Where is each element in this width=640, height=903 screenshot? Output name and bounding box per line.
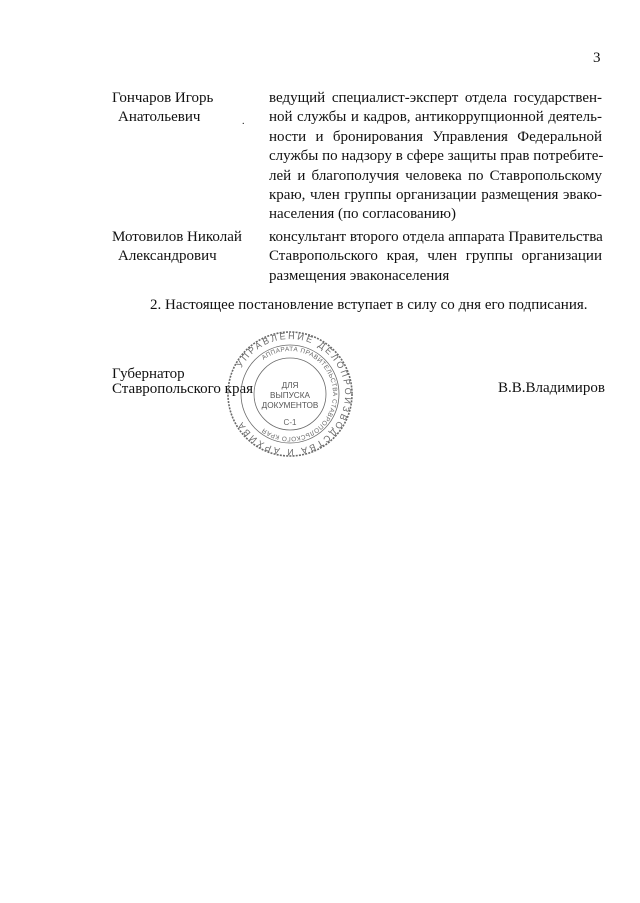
member-name-line2: Александрович — [118, 248, 217, 264]
signature-title-line1: Губернатор — [112, 366, 185, 382]
member-role — [269, 89, 602, 225]
role-line: населения (по согласованию) — [269, 206, 456, 223]
stamp-center-line2: ВЫПУСКА — [270, 391, 310, 400]
role-line: консультант второго отдела аппарата Правительства — [269, 229, 603, 245]
member-name — [112, 89, 262, 127]
role-line: краю, член группы организации размещения эвако- — [269, 187, 602, 204]
member-name — [112, 228, 262, 266]
role-line: ной службы и кадров, антикоррупционной деятель- — [269, 109, 602, 126]
stamp-center-line3: ДОКУМЕНТОВ — [261, 401, 319, 410]
role-line: ности и бронирования Управления Федеральной — [269, 128, 602, 145]
stamp-bottom-mark: С-1 — [283, 418, 297, 427]
signature-name: В.В.Владимиров — [498, 380, 605, 396]
member-role — [269, 228, 602, 286]
role-line: службы по надзору в сфере защиты прав потребите- — [269, 148, 604, 165]
clause-effective-date: 2. Настоящее постановление вступает в силу со дня его подписания. — [150, 297, 588, 313]
role-line: Ставропольского края, член группы организации — [269, 248, 602, 265]
page-number: 3 — [593, 50, 601, 66]
role-line: лей и благополучия человека по Ставропольскому — [269, 167, 602, 184]
member-name-line1: Гончаров Игорь — [112, 90, 214, 106]
role-line: размещения эваконаселения — [269, 267, 450, 284]
stamp-inner-text: АППАРАТА ПРАВИТЕЛЬСТВА СТАВРОПОЛЬСКОГО КРАЯ — [260, 345, 339, 443]
member-name-line1: Мотовилов Николай — [112, 229, 242, 245]
official-stamp — [226, 330, 354, 458]
stray-dot: . — [242, 116, 245, 127]
stamp-center-line1: ДЛЯ — [281, 381, 299, 390]
member-name-line2: Анатольевич — [118, 109, 201, 125]
stamp-outer-text: УПРАВЛЕНИЕ ДЕЛОПРОИЗВОДСТВА И АРХИВА — [234, 330, 354, 458]
signature-title-line2: Ставропольского края — [112, 381, 253, 397]
role-line: ведущий специалист-эксперт отдела государствен- — [269, 90, 602, 106]
